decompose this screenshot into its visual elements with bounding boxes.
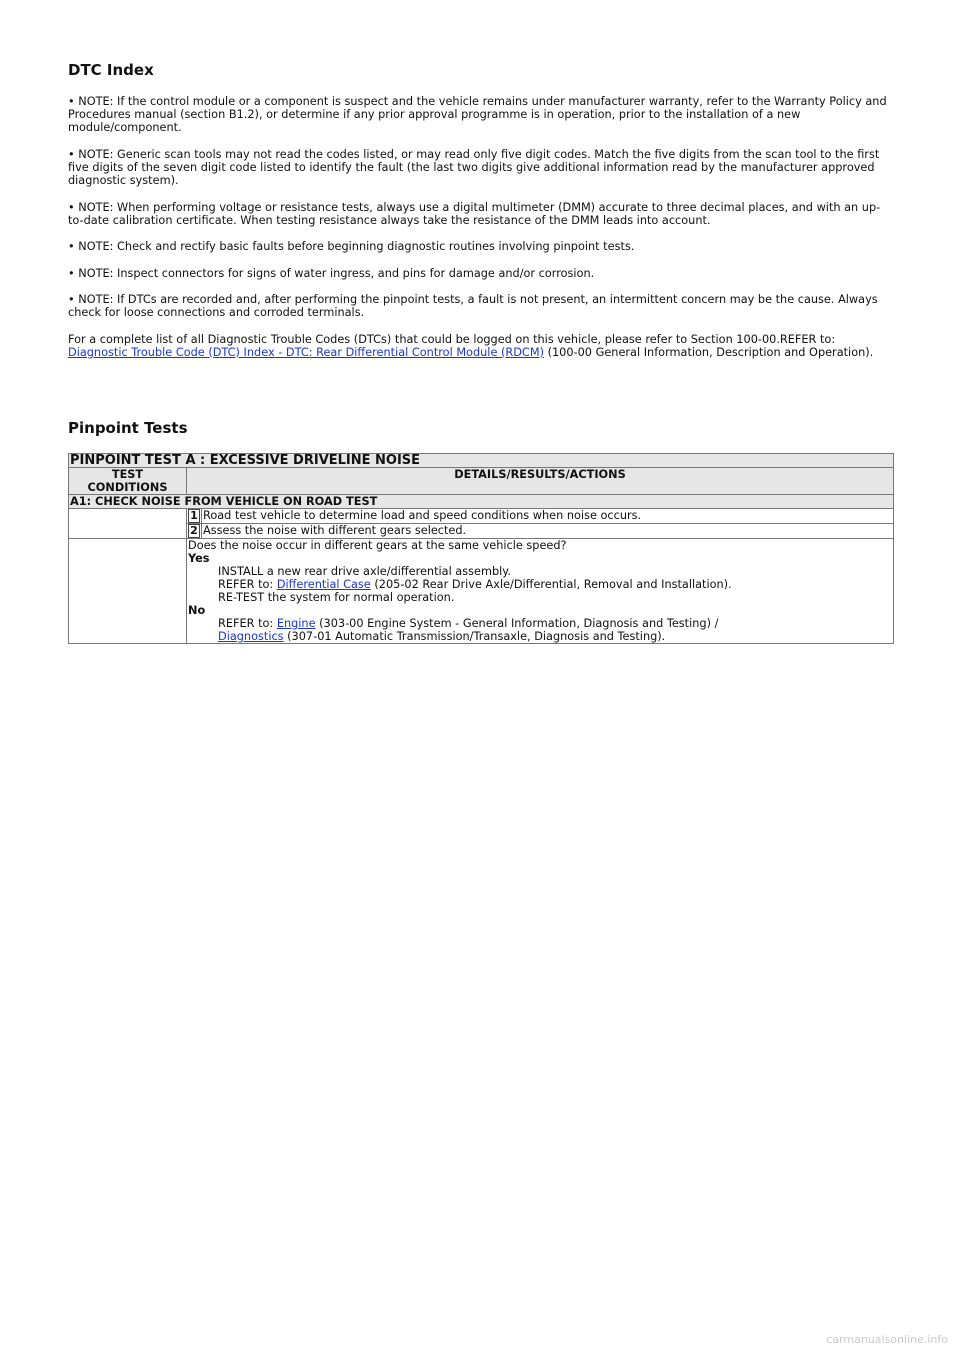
note-intermittent: • NOTE: If DTCs are recorded and, after performing the pinpoint tests, a fault is not present, an intermittent concern may be the cause. Always check for loose connections and corroded terminals. [68, 292, 878, 320]
diagnostics-link[interactable]: Diagnostics [218, 630, 284, 643]
empty-condition-cell [69, 539, 187, 644]
action-text: Assess the noise with different gears selected. [202, 524, 894, 539]
yes-retest-text: RE-TEST the system for normal operation. [218, 591, 455, 604]
yes-install-text: INSTALL a new rear drive axle/differential assembly. [218, 565, 511, 578]
no-label: No [188, 604, 206, 617]
differential-case-link[interactable]: Differential Case [276, 578, 371, 591]
yes-label: Yes [188, 552, 210, 565]
step-title: A1: CHECK NOISE FROM VEHICLE ON ROAD TEST [69, 495, 894, 509]
watermark: carmanualsonline.info [826, 1333, 948, 1346]
table-row [69, 524, 894, 539]
table-title: PINPOINT TEST A : EXCESSIVE DRIVELINE NOISE [69, 454, 894, 468]
table-header-row [69, 468, 894, 495]
step-row [69, 495, 894, 509]
intro-paragraph [68, 333, 894, 359]
intro-text-after: (100-00 General Information, Description and Operation). [543, 345, 874, 359]
header-details: DETAILS/RESULTS/ACTIONS [187, 468, 894, 495]
dtc-index-link[interactable]: Diagnostic Trouble Code (DTC) Index - DTC: Rear Differential Control Module (RDCM) [68, 345, 544, 359]
question-text: Does the noise occur in different gears at the same vehicle speed? [188, 539, 567, 552]
engine-link[interactable]: Engine [276, 617, 316, 630]
yes-refer-line: REFER to: Differential Case (205-02 Rear Drive Axle/Differential, Removal and Installation). [218, 578, 732, 591]
empty-condition-cell [69, 509, 187, 539]
pinpoint-test-table [68, 453, 894, 644]
table-row [69, 509, 894, 524]
note-connectors: • NOTE: Inspect connectors for signs of water ingress, and pins for damage and/or corrosion. [68, 266, 595, 280]
results-cell [187, 539, 894, 644]
action-number: 2 [187, 524, 202, 539]
page-title: DTC Index [68, 61, 154, 79]
note-scan-tools: • NOTE: Generic scan tools may not read the codes listed, or may read only five digit codes. Match the five digits from the scan tool to the first five digits of the seven digit code listed to identify the fault (the last two digits give additional information read by the manufacturer approved diagnostic system). [68, 147, 880, 188]
action-text: Road test vehicle to determine load and speed conditions when noise occurs. [202, 509, 894, 524]
note-basic-faults: • NOTE: Check and rectify basic faults before beginning diagnostic routines involving pinpoint tests. [68, 240, 635, 254]
intro-text: For a complete list of all Diagnostic Trouble Codes (DTCs) that could be logged on this vehicle, please refer to Section 100-00.REFER to: [68, 332, 836, 346]
notes-section [68, 95, 894, 359]
header-test-conditions: TEST CONDITIONS [69, 468, 187, 495]
action-number: 1 [187, 509, 202, 524]
note-dmm: • NOTE: When performing voltage or resistance tests, always use a digital multimeter (DMM) accurate to three decimal places, and with an up-to-date calibration certificate. When testing resistance always take the resistance of the DMM leads into account. [68, 200, 881, 227]
note-warranty: • NOTE: If the control module or a component is suspect and the vehicle remains under manufacturer warranty, refer to the Warranty Policy and Procedures manual (section B1.2), or determine if any prior approval programme is in operation, prior to the installation of a new module/component. [68, 95, 887, 135]
table-row [69, 539, 894, 644]
table-title-row [69, 454, 894, 468]
pinpoint-heading: Pinpoint Tests [68, 419, 188, 437]
no-refer-line: REFER to: Engine (303-00 Engine System - General Information, Diagnosis and Testing) / Diagnostics (307-01 Automatic Transmission/Transaxle, Diagnosis and Testing). [218, 617, 719, 643]
